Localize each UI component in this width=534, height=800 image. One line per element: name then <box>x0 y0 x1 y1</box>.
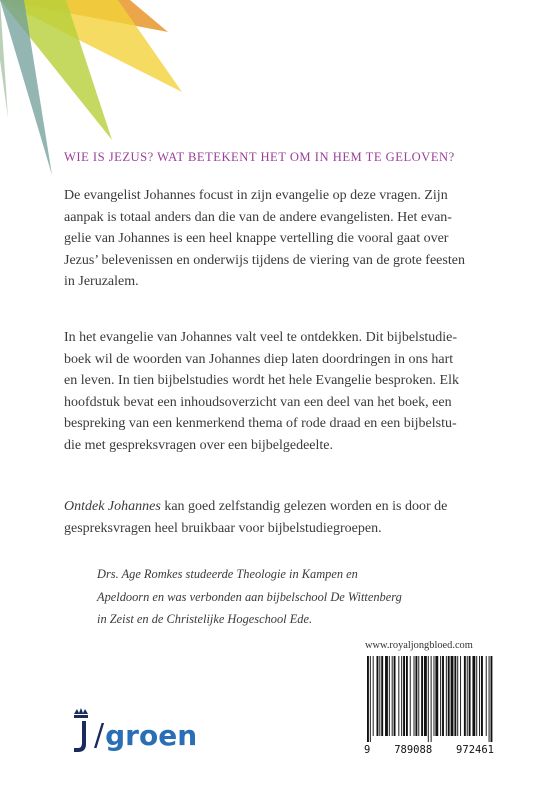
paragraph-line: gespreksvragen heel bruikbaar voor bijbelstudiegroepen. <box>64 520 382 536</box>
barcode-bar <box>446 656 447 736</box>
barcode-bar <box>410 656 411 736</box>
paragraph-line: hoofdstuk bevat een inhoudsoverzicht van een deel van het boek, een <box>64 394 452 410</box>
paragraph-line: die met gespreksvragen over een bijbelgedeelte. <box>64 437 333 453</box>
barcode-bar <box>377 656 379 736</box>
barcode-bar <box>385 656 388 736</box>
barcode-bar <box>398 656 399 736</box>
paragraph-line: Jezus’ belevenissen en onderwijs tijdens de viering van de grote feesten <box>64 252 465 268</box>
barcode-bar <box>367 656 369 742</box>
intro-paragraph <box>64 185 500 293</box>
barcode-bar <box>392 656 393 736</box>
barcode-bar <box>467 656 468 736</box>
crown-j-logo-icon <box>70 708 92 756</box>
usage-paragraph <box>64 496 500 539</box>
barcode-bar <box>434 656 435 736</box>
barcode-bar <box>469 656 471 736</box>
publisher-website: www.royaljongbloed.com <box>365 640 473 651</box>
paragraph-line: De evangelist Johannes focust in zijn evangelie op deze vragen. Zijn <box>64 188 448 203</box>
barcode-bar <box>379 656 380 736</box>
logo-wordmark: groen <box>105 719 198 752</box>
barcode-bar <box>403 656 405 736</box>
isbn-right-digits: 972461 <box>456 744 494 756</box>
barcode-bar <box>370 656 371 742</box>
barcode-bar <box>373 656 374 736</box>
isbn-left-digits: 789088 <box>394 744 433 756</box>
barcode <box>365 656 493 742</box>
barcode-bar <box>479 656 480 736</box>
barcode-bar <box>414 656 415 736</box>
barcode-bar <box>442 656 444 736</box>
barcode-bar <box>489 656 490 742</box>
paragraph-line: gelie van Johannes is een heel knappe vertelling die vooral gaat over <box>64 231 449 246</box>
barcode-bar <box>457 656 458 736</box>
barcode-bar <box>394 656 396 736</box>
paragraph-line: in Jeruzalem. <box>64 274 139 289</box>
barcode-bar <box>481 656 483 736</box>
isbn-prefix-digit: 9 <box>364 744 371 756</box>
barcode-bar <box>424 656 427 736</box>
bio-line: in Zeist en de Christelijke Hogeschool Ede. <box>97 612 313 626</box>
barcode-bar <box>431 656 432 742</box>
barcode-bar <box>401 656 402 736</box>
barcode-bar <box>486 656 487 736</box>
barcode-bar <box>454 656 456 736</box>
paragraph-line: en leven. In tien bijbelstudies wordt het hele Evangelie besproken. Elk <box>64 373 459 388</box>
barcode-bar <box>460 656 461 736</box>
bio-line: Drs. Age Romkes studeerde Theologie in Kampen en <box>97 567 358 581</box>
publisher-logo <box>70 708 197 756</box>
barcode-bar <box>448 656 450 736</box>
paragraph-line: aanpak is totaal anders dan die van de andere evangelisten. Het evan- <box>64 209 452 225</box>
barcode-bar <box>476 656 477 736</box>
bio-line: Apeldoorn en was verbonden aan bijbelschool De Wittenberg <box>97 589 402 604</box>
barcode-bar <box>472 656 475 736</box>
barcode-bar <box>428 656 429 742</box>
barcode-bar <box>381 656 383 736</box>
paragraph-line: bespreking van een kenmerkend thema of rode draad en een bijbelstu- <box>64 416 457 431</box>
isbn-number <box>364 744 494 756</box>
barcode-bar <box>435 656 438 736</box>
paragraph-line: In het evangelie van Johannes valt veel te ontdekken. Dit bijbelstudie- <box>64 330 458 345</box>
content-paragraph <box>64 327 500 456</box>
barcode-bar <box>415 656 417 736</box>
barcode-bar <box>491 656 493 742</box>
logo-slash: / <box>94 718 105 753</box>
barcode-bar <box>418 656 419 736</box>
barcode-bar <box>406 656 408 736</box>
back-cover-heading: WIE IS JEZUS? WAT BETEKENT HET OM IN HEM TE GELOVEN? <box>64 150 455 164</box>
barcode-bar <box>451 656 454 736</box>
paragraph-line: kan goed zelfstandig gelezen worden en is door de <box>160 499 448 514</box>
barcode-bar <box>440 656 441 736</box>
author-bio <box>97 563 497 631</box>
paragraph-line: boek wil de woorden van Johannes diep laten doordringen in ons hart <box>64 351 454 367</box>
barcode-bar <box>464 656 466 736</box>
barcode-bar <box>421 656 423 736</box>
book-title-italic: Ontdek Johannes <box>64 499 161 514</box>
barcode-bar <box>389 656 390 736</box>
